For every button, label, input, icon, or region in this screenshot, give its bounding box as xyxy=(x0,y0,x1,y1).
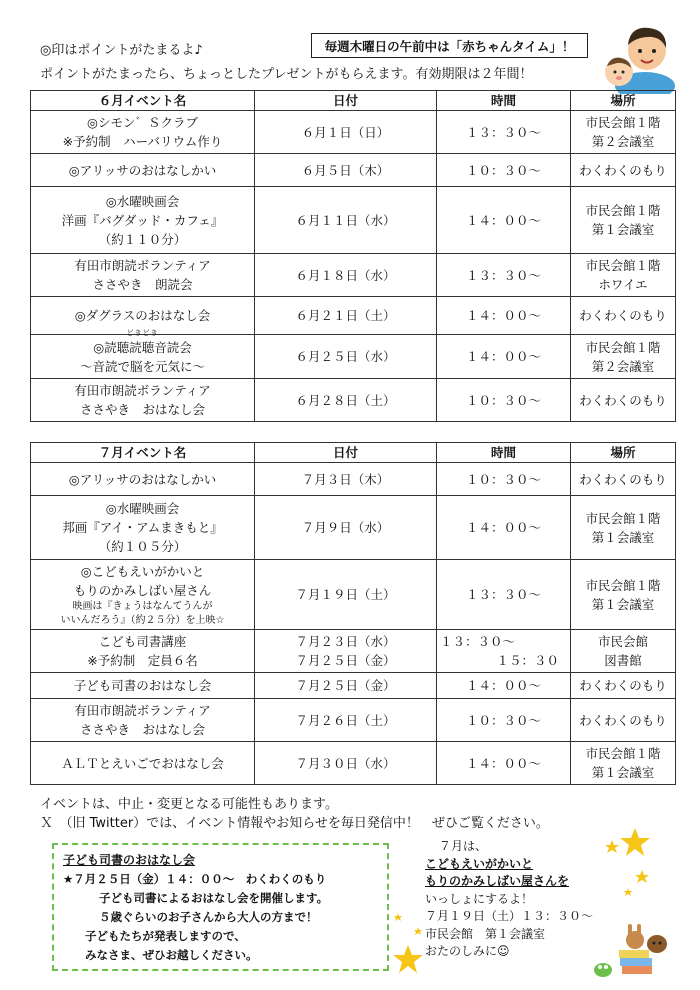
storytime-datetime: ★７月２５日（金）１４：００～ わくわくのもり xyxy=(63,872,327,886)
event-time: １４：００～ xyxy=(465,349,541,364)
header-event-name: ６月イベント名 xyxy=(31,91,255,111)
animals-books-illustration xyxy=(585,922,675,980)
table-row xyxy=(31,699,676,742)
event-room: 第１会議室 xyxy=(591,765,655,780)
event-place: わくわくのもり xyxy=(579,162,667,178)
table-header-row xyxy=(31,443,676,463)
event-time: １３：３０～ xyxy=(465,124,541,140)
star-icon xyxy=(600,826,655,906)
event-subtitle: 邦画『アイ・アムまきもと』 xyxy=(62,520,223,535)
july-notice-event: もりのかみしばい屋さんを xyxy=(425,874,570,888)
header-time: 時間 xyxy=(437,443,571,463)
storytime-box xyxy=(52,843,389,971)
event-name: ◎こどもえいがかいと xyxy=(80,563,205,579)
event-place: 市民会館１階 xyxy=(585,577,661,593)
table-row xyxy=(31,187,676,254)
twitter-note: Ｘ （旧 Twitter）では、イベント情報やお知らせを毎日発信中！ ぜひご覧ください。 xyxy=(40,816,549,831)
event-date: ６月２５日（水） xyxy=(295,349,396,364)
event-subtitle: 洋画『バグダッド・カフェ』 xyxy=(61,212,224,228)
event-time: １３：３０～ xyxy=(440,634,516,649)
event-date: ６月１８日（水） xyxy=(295,267,396,283)
storytime-title: 子ども司書のおはなし会 xyxy=(63,853,196,867)
header-place: 場所 xyxy=(571,91,676,111)
event-date: ６月２１日（土） xyxy=(295,308,396,323)
event-time: １４：００～ xyxy=(465,520,541,535)
event-room: 第１会議室 xyxy=(591,529,655,545)
event-time: １４：００～ xyxy=(465,678,541,693)
event-date: ７月２３日（水） xyxy=(295,634,396,649)
july-notice-line: いっしょにするよ！ xyxy=(425,891,534,906)
cancellation-note: イベントは、中止・変更となる可能性もあります。 xyxy=(40,797,338,812)
event-duration: （約１０５分） xyxy=(98,539,187,554)
event-subtitle: ※予約制 定員６名 xyxy=(87,653,198,668)
event-place: わくわくのもり xyxy=(579,471,667,487)
july-notice-line: おたのしみに☺ xyxy=(425,944,510,958)
event-name: ◎水曜映画会 xyxy=(105,501,180,516)
event-room: 第１会議室 xyxy=(591,596,655,612)
event-place: 市民会館１階 xyxy=(585,115,661,130)
event-time-end: １５：３０ xyxy=(496,653,559,668)
event-name: 有田市朗読ボランティア xyxy=(74,258,211,273)
table-header-row xyxy=(31,91,676,111)
event-name: ◎ダグラスのおはなし会 xyxy=(74,308,211,323)
furigana: どきどき xyxy=(126,328,159,337)
event-date: ７月１９日（土） xyxy=(295,587,396,602)
header-place: 場所 xyxy=(571,443,676,463)
july-notice-event: こどもえいがかいと xyxy=(425,856,534,871)
event-place: わくわくのもり xyxy=(579,712,667,728)
july-notice-place: 市民会館 第１会議室 xyxy=(425,926,546,941)
event-name: ◎アリッサのおはなしかい xyxy=(68,471,217,487)
july-events-table xyxy=(30,442,676,785)
event-name: ◎水曜映画会 xyxy=(105,193,180,209)
table-row xyxy=(31,560,676,630)
points-validity: ポイントがたまったら、ちょっとしたプレゼントがもらえます。有効期限は２年間！ xyxy=(40,67,533,82)
event-room: 第１会議室 xyxy=(591,222,655,237)
event-date-2: ７月２５日（金） xyxy=(295,653,396,668)
event-note: 映画は『きょうはなんてうんが xyxy=(72,600,213,612)
baby-time-banner: 毎週木曜日の午前中は「赤ちゃんタイム」！ xyxy=(311,33,588,58)
event-name: 有田市朗読ボランティア xyxy=(74,703,211,718)
event-date: ６月１日（日） xyxy=(301,124,390,140)
family-illustration xyxy=(597,20,677,94)
event-place: わくわくのもり xyxy=(579,678,667,693)
event-time: １０：３０～ xyxy=(465,712,541,728)
event-room: ホワイエ xyxy=(598,277,648,292)
event-place: 市民会館１階 xyxy=(585,746,661,761)
event-time: １４：００～ xyxy=(465,212,541,228)
event-time: １０：３０～ xyxy=(465,162,541,178)
table-row xyxy=(31,742,676,785)
table-row xyxy=(31,673,676,699)
storytime-desc: みなさま、ぜひお越しください。 xyxy=(85,948,258,962)
event-room: 第２会議室 xyxy=(591,134,655,149)
event-room: 図書館 xyxy=(604,653,642,668)
event-time: １０：３０～ xyxy=(465,392,541,408)
event-place: 市民会館１階 xyxy=(585,510,661,526)
event-place: 市民会館１階 xyxy=(585,339,661,355)
header-time: 時間 xyxy=(437,91,571,111)
table-row xyxy=(31,463,676,496)
event-name: 子ども司書のおはなし会 xyxy=(73,678,212,693)
event-date: ６月５日（木） xyxy=(301,162,390,178)
header-event-name: ７月イベント名 xyxy=(31,443,255,463)
event-place: 市民会館１階 xyxy=(585,203,661,218)
event-note: いいんだろう』（約２５分）を上映☆ xyxy=(60,614,225,626)
event-subtitle: ささやき おはなし会 xyxy=(79,402,205,417)
event-name: こども司書講座 xyxy=(98,634,187,649)
points-intro: ◎印はポイントがたまるよ♪ xyxy=(40,43,203,58)
storytime-desc: 子どもたちが発表しますので、 xyxy=(85,929,246,943)
event-place: わくわくのもり xyxy=(579,392,667,408)
table-row xyxy=(31,496,676,560)
event-subtitle: ささやき おはなし会 xyxy=(79,722,205,737)
header-date: 日付 xyxy=(255,91,437,111)
event-date: ６月２８日（土） xyxy=(295,392,396,408)
event-time: １４：００～ xyxy=(465,308,541,323)
event-subtitle: もりのかみしばい屋さん xyxy=(73,582,212,598)
table-row xyxy=(31,154,676,187)
star-icon xyxy=(388,905,428,980)
event-name: 有田市朗読ボランティア xyxy=(74,383,211,398)
event-duration: （約１１０分） xyxy=(98,231,187,247)
header-date: 日付 xyxy=(255,443,437,463)
event-name: ◎シモン゛Ｓクラブ xyxy=(87,115,198,130)
storytime-desc: 子ども司書によるおはなし会を開催します。 xyxy=(99,891,329,905)
event-date: ７月３日（木） xyxy=(301,471,390,487)
event-date: ７月３０日（水） xyxy=(295,755,396,771)
event-place: 市民会館１階 xyxy=(585,258,661,273)
july-notice-datetime: ７月１９日（土）１３：３０～ xyxy=(425,909,594,923)
event-time: １３：３０～ xyxy=(465,267,541,283)
event-name-with-ruby xyxy=(93,328,192,357)
event-date: ７月９日（水） xyxy=(301,520,390,535)
event-place: 市民会館 xyxy=(597,634,648,649)
table-row xyxy=(31,630,676,673)
july-notice-line: ７月は、 xyxy=(439,839,488,853)
event-name: ◎読聴読聴音読会 xyxy=(93,339,192,355)
storytime-desc: ５歳ぐらいのお子さんから大人の方まで！ xyxy=(99,910,318,924)
june-events-table xyxy=(30,90,676,422)
event-place: わくわくのもり xyxy=(579,308,667,323)
event-subtitle: ～音読で脳を元気に～ xyxy=(79,358,205,374)
table-row xyxy=(31,254,676,297)
event-subtitle: ※予約制 ハーバリウム作り xyxy=(62,134,223,149)
event-name: ＡＬＴとえいごでおはなし会 xyxy=(61,755,224,771)
event-date: ６月１１日（水） xyxy=(295,212,396,228)
event-date: ７月２６日（土） xyxy=(295,712,396,728)
event-time: １０：３０～ xyxy=(465,471,541,487)
table-row xyxy=(31,335,676,379)
event-room: 第２会議室 xyxy=(591,358,655,374)
event-subtitle: ささやき 朗読会 xyxy=(92,277,193,292)
event-time: １４：００～ xyxy=(465,755,541,771)
table-row xyxy=(31,111,676,154)
table-row xyxy=(31,379,676,422)
event-date: ７月２５日（金） xyxy=(295,678,396,693)
event-name: ◎アリッサのおはなしかい xyxy=(68,162,217,178)
event-time: １３：３０～ xyxy=(465,587,541,602)
